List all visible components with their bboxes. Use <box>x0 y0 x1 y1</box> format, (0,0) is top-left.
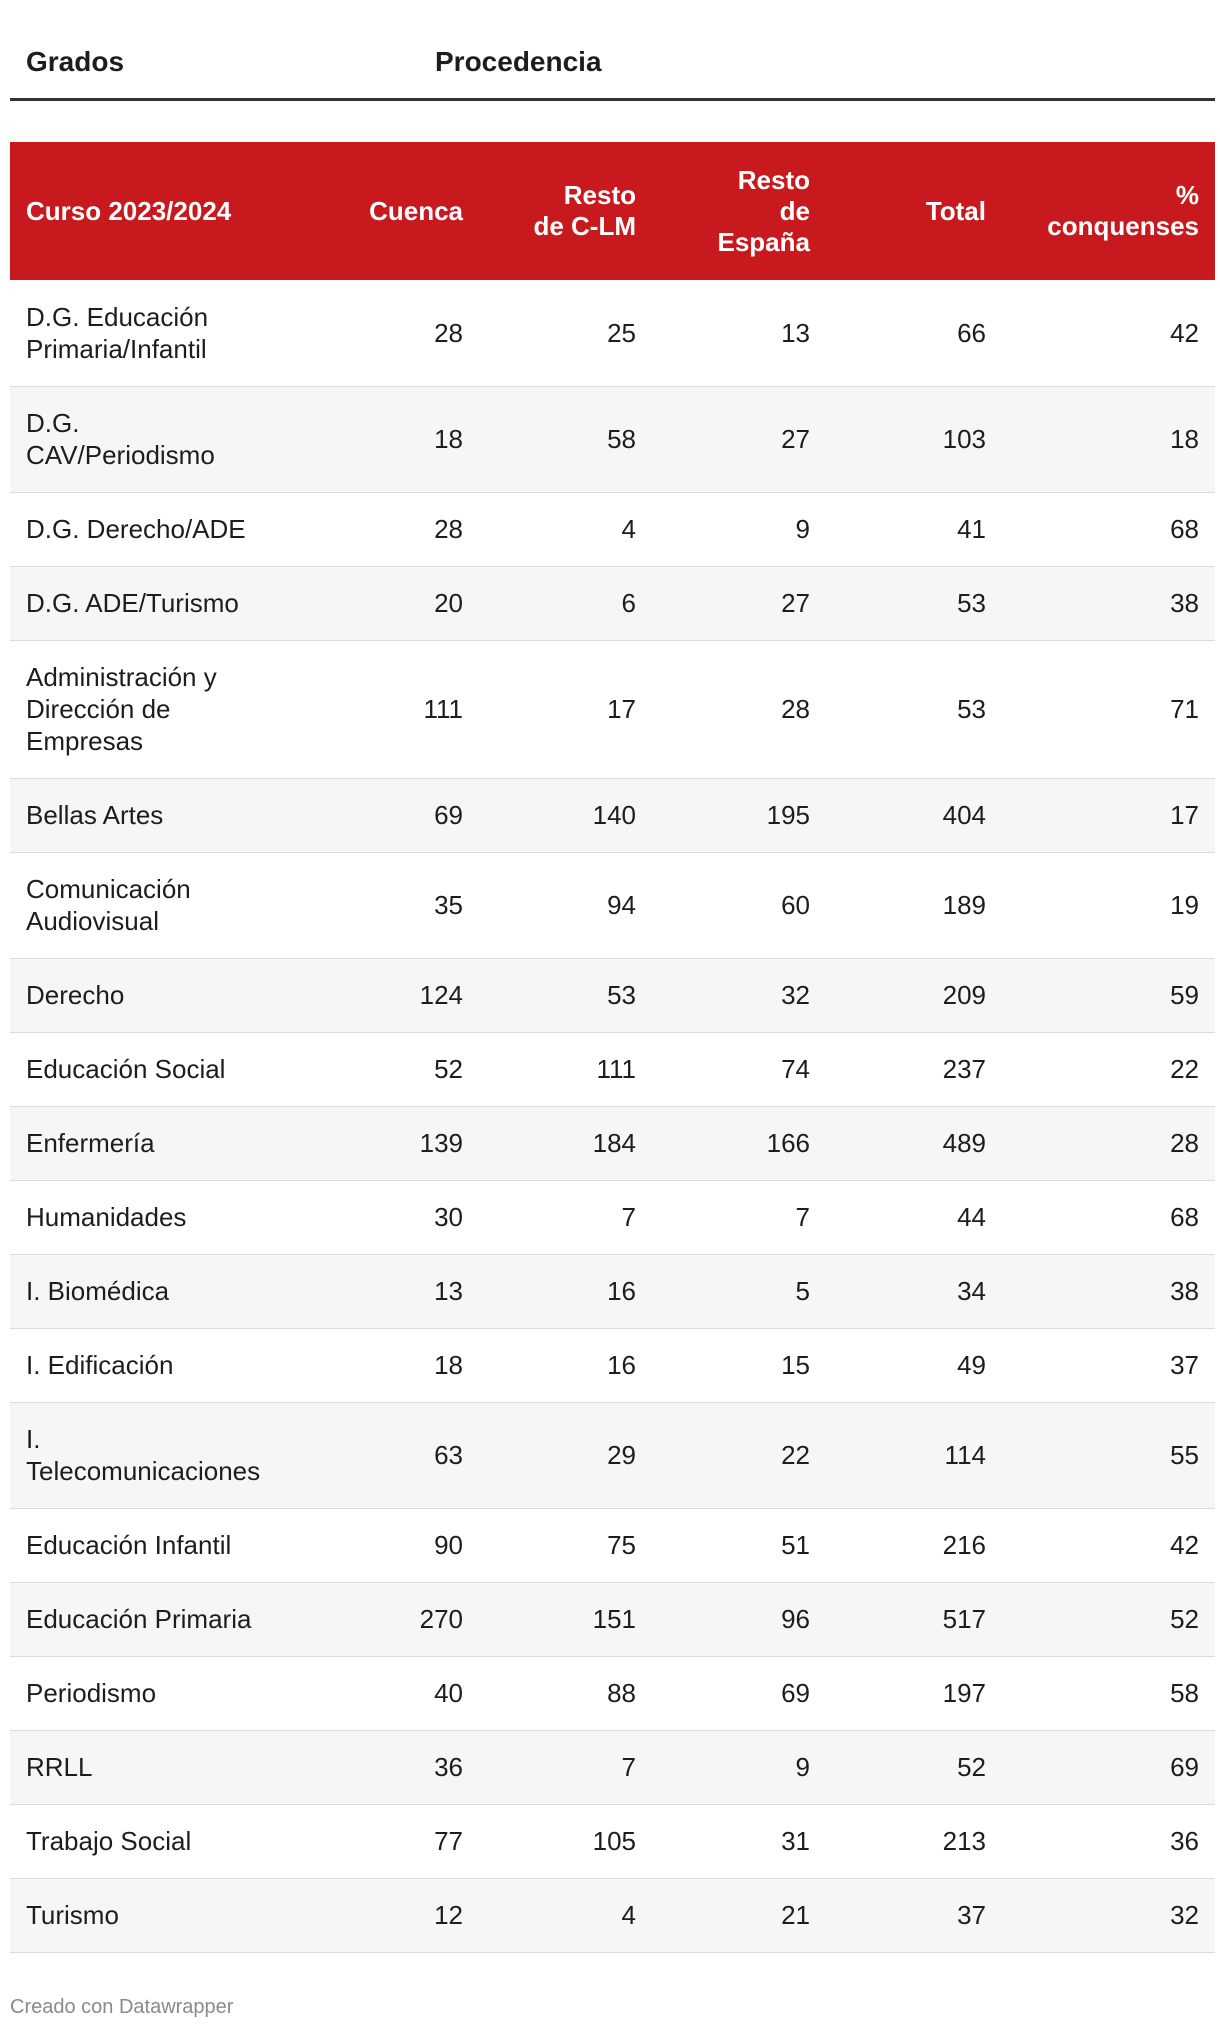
resto-espana-header-line: España <box>717 226 810 257</box>
total-cell: 66 <box>826 280 1002 386</box>
resto-espana-header-line: Resto <box>737 164 810 195</box>
table-row <box>10 1328 1215 1402</box>
pct-conquenses-cell: 22 <box>1002 1032 1215 1106</box>
table-container <box>10 0 1215 1930</box>
total-cell: 53 <box>826 566 1002 640</box>
total-cell: 44 <box>826 1180 1002 1254</box>
degree-name-cell <box>10 1730 320 1804</box>
degree-name-line: D.G. Educación <box>26 301 209 332</box>
total-cell: 49 <box>826 1328 1002 1402</box>
pct-conquenses-cell: 38 <box>1002 566 1215 640</box>
pct-conquenses-cell: 28 <box>1002 1106 1215 1180</box>
degree-name-cell <box>10 386 320 492</box>
table-row <box>10 1402 1215 1508</box>
table-row <box>10 1656 1215 1730</box>
pct-conquenses-header-line: % <box>1175 180 1199 210</box>
table-row <box>10 640 1215 778</box>
degree-name-line: Educación Infantil <box>26 1530 232 1560</box>
resto-clm-cell: 111 <box>479 1032 652 1106</box>
degree-name-line: D.G. <box>26 408 80 438</box>
total-cell: 237 <box>826 1032 1002 1106</box>
resto-espana-cell: 195 <box>652 778 826 852</box>
pct-conquenses-cell: 37 <box>1002 1328 1215 1402</box>
resto-espana-cell: 28 <box>652 640 826 778</box>
cuenca-cell: 18 <box>320 386 479 492</box>
resto-espana-cell: 5 <box>652 1254 826 1328</box>
degree-name-line: Educación Social <box>26 1054 226 1084</box>
degree-name-line: Empresas <box>26 726 144 756</box>
resto-clm-cell: 17 <box>479 640 652 778</box>
resto-espana-cell: 166 <box>652 1106 826 1180</box>
resto-espana-cell: 22 <box>652 1402 826 1508</box>
degree-name-line: CAV/Periodismo <box>26 440 215 470</box>
resto-espana-cell: 9 <box>652 1730 826 1804</box>
resto-clm-cell: 88 <box>479 1656 652 1730</box>
resto-espana-header-line: de <box>779 195 810 226</box>
degree-name-cell <box>10 1402 320 1508</box>
header-procedencia: Procedencia <box>435 46 602 77</box>
cuenca-cell: 28 <box>320 280 479 386</box>
degree-name-cell <box>10 1254 320 1328</box>
degree-name-line: I. <box>26 1424 41 1454</box>
total-cell: 114 <box>826 1402 1002 1508</box>
total-header <box>826 142 1002 280</box>
resto-espana-cell: 13 <box>652 280 826 386</box>
table-row <box>10 1508 1215 1582</box>
degree-name-cell <box>10 958 320 1032</box>
table-row <box>10 1730 1215 1804</box>
pct-conquenses-cell: 52 <box>1002 1582 1215 1656</box>
table-row <box>10 852 1215 958</box>
pct-conquenses-header-line: conquenses <box>1047 211 1199 241</box>
resto-espana-cell: 7 <box>652 1180 826 1254</box>
course-header-line: Curso 2023/2024 <box>26 195 232 226</box>
course-header <box>10 142 320 280</box>
resto-espana-header <box>652 142 826 280</box>
pct-conquenses-header <box>1002 142 1215 280</box>
cuenca-cell: 36 <box>320 1730 479 1804</box>
cuenca-cell: 69 <box>320 778 479 852</box>
degree-name-cell <box>10 492 320 566</box>
resto-espana-cell: 9 <box>652 492 826 566</box>
degree-name-cell <box>10 1878 320 1952</box>
resto-espana-cell: 74 <box>652 1032 826 1106</box>
resto-clm-cell: 184 <box>479 1106 652 1180</box>
resto-espana-cell: 32 <box>652 958 826 1032</box>
resto-clm-cell: 75 <box>479 1508 652 1582</box>
degree-name-line: Educación Primaria <box>26 1604 252 1634</box>
cuenca-header-line: Cuenca <box>369 195 463 226</box>
degree-name-line: D.G. ADE/Turismo <box>26 588 239 618</box>
pct-conquenses-cell: 42 <box>1002 1508 1215 1582</box>
resto-clm-cell: 16 <box>479 1254 652 1328</box>
table-row <box>10 958 1215 1032</box>
total-header-line: Total <box>925 195 986 226</box>
degree-name-cell <box>10 1180 320 1254</box>
degree-name-cell <box>10 1804 320 1878</box>
resto-clm-cell: 29 <box>479 1402 652 1508</box>
resto-clm-cell: 25 <box>479 280 652 386</box>
pct-conquenses-cell: 59 <box>1002 958 1215 1032</box>
cuenca-cell: 270 <box>320 1582 479 1656</box>
pct-conquenses-cell: 36 <box>1002 1804 1215 1878</box>
degree-name-line: Trabajo Social <box>26 1826 192 1856</box>
table-row <box>10 386 1215 492</box>
resto-clm-cell: 53 <box>479 958 652 1032</box>
header-grados: Grados <box>26 46 125 77</box>
table-head <box>10 142 1215 280</box>
degree-name-line: Enfermería <box>26 1128 155 1158</box>
degree-name-cell <box>10 1656 320 1730</box>
degree-name-line: Dirección de <box>26 694 171 724</box>
total-cell: 52 <box>826 1730 1002 1804</box>
cuenca-cell: 35 <box>320 852 479 958</box>
pct-conquenses-cell: 71 <box>1002 640 1215 778</box>
table-body <box>10 280 1215 1952</box>
resto-clm-cell: 58 <box>479 386 652 492</box>
column-group-header <box>10 0 1215 101</box>
total-cell: 189 <box>826 852 1002 958</box>
cuenca-cell: 111 <box>320 640 479 778</box>
resto-clm-cell: 7 <box>479 1730 652 1804</box>
resto-clm-cell: 105 <box>479 1804 652 1878</box>
resto-espana-cell: 69 <box>652 1656 826 1730</box>
pct-conquenses-cell: 55 <box>1002 1402 1215 1508</box>
degree-name-line: Audiovisual <box>26 906 159 936</box>
table-row <box>10 1804 1215 1878</box>
resto-espana-cell: 15 <box>652 1328 826 1402</box>
resto-espana-cell: 51 <box>652 1508 826 1582</box>
cuenca-cell: 18 <box>320 1328 479 1402</box>
cuenca-cell: 13 <box>320 1254 479 1328</box>
degree-name-line: Derecho <box>26 980 125 1010</box>
table-row <box>10 566 1215 640</box>
pct-conquenses-cell: 58 <box>1002 1656 1215 1730</box>
table-header-row <box>10 142 1215 280</box>
cuenca-cell: 30 <box>320 1180 479 1254</box>
pct-conquenses-cell: 68 <box>1002 1180 1215 1254</box>
degree-name-line: Bellas Artes <box>26 800 164 830</box>
pct-conquenses-cell: 32 <box>1002 1878 1215 1952</box>
degree-name-cell <box>10 566 320 640</box>
pct-conquenses-cell: 18 <box>1002 386 1215 492</box>
degree-name-line: D.G. Derecho/ADE <box>26 514 246 544</box>
cuenca-cell: 139 <box>320 1106 479 1180</box>
table-row <box>10 778 1215 852</box>
degree-name-cell <box>10 640 320 778</box>
pct-conquenses-cell: 38 <box>1002 1254 1215 1328</box>
total-cell: 517 <box>826 1582 1002 1656</box>
cuenca-cell: 28 <box>320 492 479 566</box>
resto-clm-header-line: Resto <box>563 180 636 210</box>
degree-name-cell <box>10 1508 320 1582</box>
degree-name-line: Turismo <box>26 1900 119 1930</box>
total-cell: 37 <box>826 1878 1002 1952</box>
total-cell: 216 <box>826 1508 1002 1582</box>
total-cell: 197 <box>826 1656 1002 1730</box>
datawrapper-credit: Creado con Datawrapper <box>10 1996 234 2018</box>
resto-clm-header <box>479 142 652 280</box>
total-cell: 53 <box>826 640 1002 778</box>
total-cell: 103 <box>826 386 1002 492</box>
cuenca-cell: 52 <box>320 1032 479 1106</box>
degree-name-cell <box>10 1328 320 1402</box>
degree-name-line: Humanidades <box>26 1202 187 1232</box>
total-cell: 213 <box>826 1804 1002 1878</box>
table-row <box>10 1032 1215 1106</box>
total-cell: 34 <box>826 1254 1002 1328</box>
table-row <box>10 1106 1215 1180</box>
cuenca-header <box>320 142 479 280</box>
cuenca-cell: 124 <box>320 958 479 1032</box>
pct-conquenses-cell: 19 <box>1002 852 1215 958</box>
table-row <box>10 1878 1215 1952</box>
total-cell: 209 <box>826 958 1002 1032</box>
pct-conquenses-cell: 42 <box>1002 280 1215 386</box>
table-row <box>10 1254 1215 1328</box>
resto-clm-header-line: de C-LM <box>533 211 636 241</box>
degree-name-line: I. Edificación <box>26 1350 174 1380</box>
data-table <box>10 142 1215 1953</box>
resto-espana-cell: 31 <box>652 1804 826 1878</box>
total-cell: 41 <box>826 492 1002 566</box>
pct-conquenses-cell: 69 <box>1002 1730 1215 1804</box>
degree-name-cell <box>10 1032 320 1106</box>
cuenca-cell: 63 <box>320 1402 479 1508</box>
degree-name-line: I. Biomédica <box>26 1276 170 1306</box>
degree-name-line: RRLL <box>26 1752 93 1782</box>
pct-conquenses-cell: 68 <box>1002 492 1215 566</box>
resto-clm-cell: 140 <box>479 778 652 852</box>
resto-clm-cell: 6 <box>479 566 652 640</box>
pct-conquenses-cell: 17 <box>1002 778 1215 852</box>
table-row <box>10 1180 1215 1254</box>
degree-name-line: Administración y <box>26 662 217 692</box>
degree-name-cell <box>10 778 320 852</box>
resto-espana-cell: 27 <box>652 386 826 492</box>
total-cell: 489 <box>826 1106 1002 1180</box>
degree-name-line: Primaria/Infantil <box>26 333 207 364</box>
resto-clm-cell: 7 <box>479 1180 652 1254</box>
resto-espana-cell: 21 <box>652 1878 826 1952</box>
resto-clm-cell: 4 <box>479 1878 652 1952</box>
degree-name-line: Telecomunicaciones <box>26 1456 261 1486</box>
cuenca-cell: 77 <box>320 1804 479 1878</box>
cuenca-cell: 90 <box>320 1508 479 1582</box>
degree-name-line: Comunicación <box>26 874 191 904</box>
resto-espana-cell: 96 <box>652 1582 826 1656</box>
degree-name-cell <box>10 1106 320 1180</box>
table-row <box>10 492 1215 566</box>
degree-name-cell <box>10 1582 320 1656</box>
degree-name-cell <box>10 852 320 958</box>
resto-clm-cell: 4 <box>479 492 652 566</box>
degree-name-cell <box>10 280 320 386</box>
resto-espana-cell: 60 <box>652 852 826 958</box>
resto-clm-cell: 151 <box>479 1582 652 1656</box>
resto-espana-cell: 27 <box>652 566 826 640</box>
table-row <box>10 280 1215 386</box>
resto-clm-cell: 16 <box>479 1328 652 1402</box>
total-cell: 404 <box>826 778 1002 852</box>
table-row <box>10 1582 1215 1656</box>
cuenca-cell: 20 <box>320 566 479 640</box>
resto-clm-cell: 94 <box>479 852 652 958</box>
cuenca-cell: 12 <box>320 1878 479 1952</box>
cuenca-cell: 40 <box>320 1656 479 1730</box>
degree-name-line: Periodismo <box>26 1678 157 1708</box>
